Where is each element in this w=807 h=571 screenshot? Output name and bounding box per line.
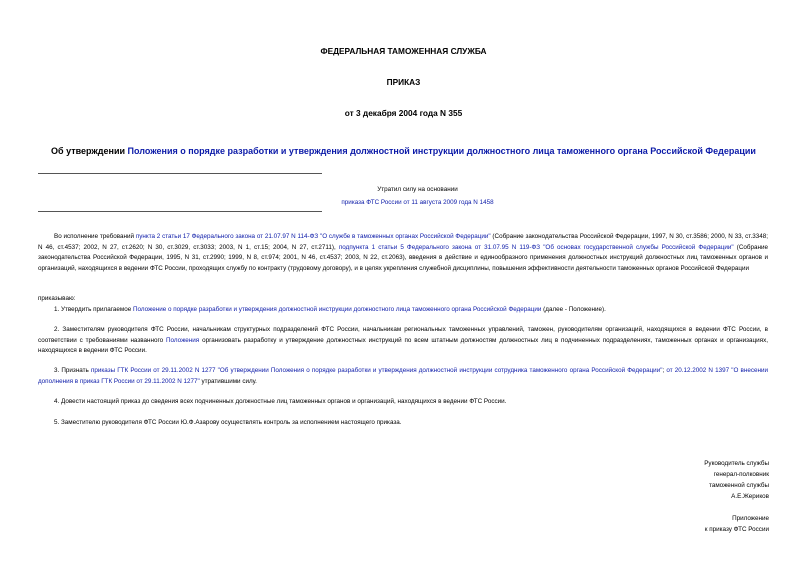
item-4: 4. Довести настоящий приказ до сведения всех подчиненных должностные лиц таможенных органов и организаций, находящихся в ведении ФТС России. [54, 398, 507, 405]
item-3-text: 3. Признать [54, 367, 91, 374]
preamble-paragraph [38, 232, 768, 274]
preamble-text-2: (Собрание законодательства Российской Федерации, 1997, N 30, ст.3586; 2000, N 33, ст.3348; N 46, ст.4537; 2002, N 27, ст.2620; N 30, ст.3029, ст.3033; 2003, N 1, ст.15; 2004, N 27, ст.2711), [38, 233, 768, 251]
signature-position: Руководитель службы [704, 460, 769, 467]
signature-name: А.Е.Жериков [731, 493, 769, 500]
preamble-text-3: (Собрание законодательства Российской Федерации, 1995, N 31, ст.2990; 1999, N 8, ст.974; 2001, N 46, ст.4537; 2003, N 22, ст.2063), введения в действие и единообразного применения должностных инструкций должностных лиц таможенных органов и организаций, находящихся в ведении ФТС России, проходящих службу по контракту (трудовому договору), и в целях укрепления служебной дисциплины, повышения эффективности деятельности таможенных органов Российской Федерации [38, 243, 768, 272]
lost-force-link[interactable]: приказа ФТС России от 11 августа 2009 года N 1458 [341, 199, 494, 206]
law-114-link[interactable]: пункта 2 статьи 17 Федерального закона от 21.07.97 N 114-ФЗ "О службе в таможенных органах Российской Федерации" [135, 233, 491, 240]
regulation-link[interactable]: Положение о порядке разработки и утверждения должностной инструкции должностного лица таможенного органа Российской Федерации [132, 306, 542, 313]
signature-service: таможенной службы [709, 482, 769, 489]
lost-force-note [290, 183, 545, 209]
regulation-short-link[interactable]: Положения [166, 336, 200, 344]
item-3-suffix: утратившими силу. [199, 377, 257, 385]
agency-heading: ФЕДЕРАЛЬНАЯ ТАМОЖЕННАЯ СЛУЖБА [320, 46, 487, 56]
date-number-heading: от 3 декабря 2004 года N 355 [344, 108, 463, 118]
item-1-suffix: (далее - Положение). [541, 306, 606, 313]
item-5: 5. Заместителю руководителя ФТС России Ю.Ф.Азарову осуществлять контроль за исполнением настоящего приказа. [54, 419, 402, 426]
title-link[interactable]: Положения о порядке разработки и утверждения должностной инструкции должностного лица таможенного органа Российской Федерации [127, 146, 756, 156]
document-title [0, 146, 807, 156]
item-3 [38, 366, 768, 387]
item-2-suffix: организовать разработку и утверждение должностных инструкций по всем штатным должностям должностных лиц в подчиненных подразделениях, таможенных органах и организациях, находящихся в ведении ФТС России. [38, 336, 768, 355]
order-1277-link[interactable]: приказы ГТК России от 29.11.2002 N 1277 "Об утверждении Положения о порядке разработки и утверждения должностной инструкции сотрудника таможенного органа Российской Федерации" [90, 367, 663, 374]
appendix-block [569, 513, 769, 535]
title-prefix: Об утверждении [51, 146, 128, 156]
law-119-link[interactable]: подпункта 1 статьи 5 Федерального закона от 31.07.95 N 119-ФЗ "Об основах государственной службы Российской Федерации" [338, 243, 734, 251]
item-3-sep: ; [662, 367, 667, 374]
order-1397-link[interactable]: от 20.12.2002 N 1397 "О внесении дополнения в приказ ГТК России от 29.11.2002 N 1277" [38, 367, 768, 385]
doc-type-heading: ПРИКАЗ [386, 77, 421, 87]
item-1-text: 1. Утвердить прилагаемое [54, 306, 133, 313]
lost-force-text: Утратил силу на основании [377, 186, 458, 193]
item-2 [38, 325, 768, 357]
appendix-label: Приложение [732, 515, 769, 522]
appendix-ref: к приказу ФТС России [704, 526, 769, 533]
divider-top [38, 173, 322, 174]
signature-block [569, 458, 769, 502]
divider-bottom [38, 211, 322, 212]
item-2-text: 2. Заместителям руководителя ФТС России, начальникам структурных подразделений ФТС России, начальникам региональных таможенных управлений, таможен, руководителям организаций, находящихся в ведении ФТС России, в соответствии с требованиями названного [38, 326, 768, 344]
signature-rank: генерал-полковник [713, 471, 769, 478]
preamble-text-1: Во исполнение требований [54, 233, 136, 240]
item-1 [38, 305, 768, 316]
order-word: приказываю: [38, 295, 76, 302]
